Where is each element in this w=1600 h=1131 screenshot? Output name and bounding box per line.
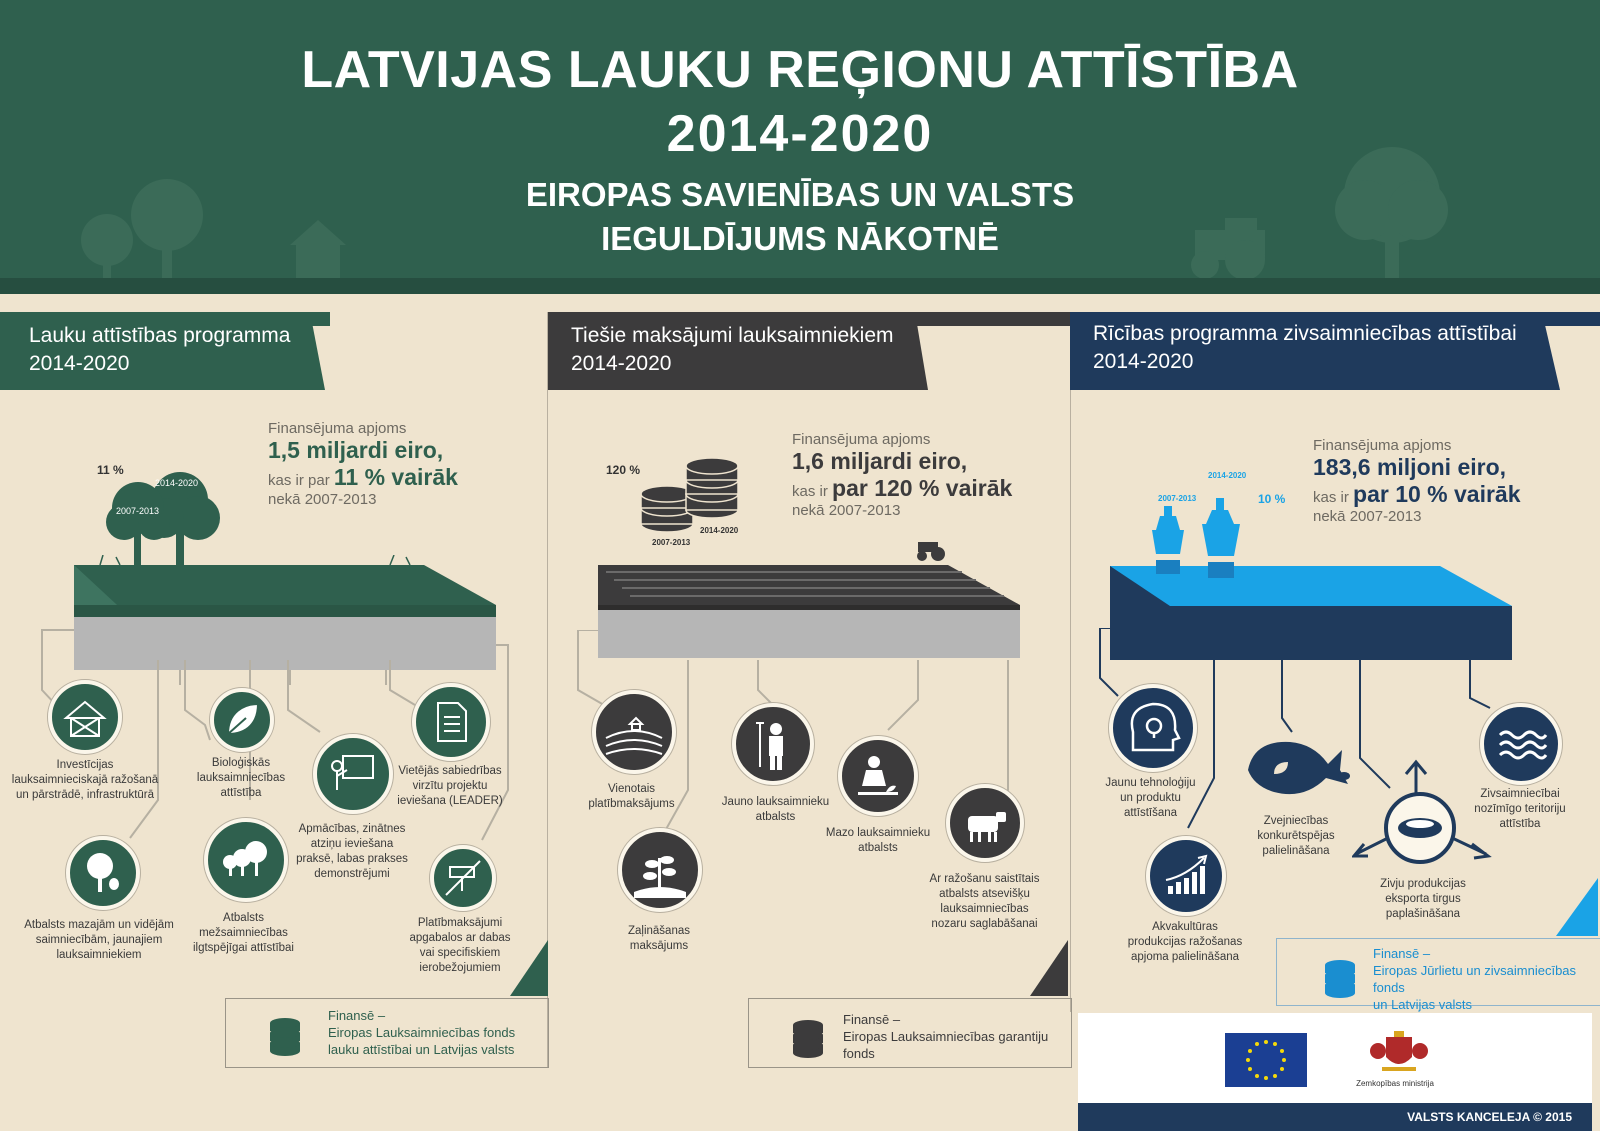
footer-credit-bar (1078, 1103, 1592, 1131)
banner-line2: 2014-2020 (1093, 350, 1194, 373)
small-farmer-icon (838, 736, 918, 816)
item-competitiveness-label: Zvejniecības konkurētspējas palielināšana (1257, 815, 1335, 857)
banner-line1: Tiešie maksājumi lauksaimniekiem (571, 324, 894, 347)
funding-compare: nekā 2007-2013 (268, 491, 377, 508)
finance-line1: Eiropas Lauksaimniecības fonds (328, 1025, 516, 1040)
percent-label: 11 % (97, 463, 124, 477)
item-export-label: Zivju produkcijas eksporta tirgus paplašināšana (1380, 878, 1466, 920)
funding-label: Finansējuma apjoms (792, 431, 931, 448)
idea-head-icon (1109, 684, 1197, 772)
eu-flag-icon (1225, 1033, 1307, 1087)
banner-line2: 2014-2020 (29, 352, 130, 375)
ship-label-new: 2014-2020 (1208, 471, 1247, 480)
coat-of-arms-icon (1364, 1027, 1434, 1077)
item-small-farms-label: Atbalsts mazajām un vidējām saimniecībām, jaunajiem lauksaimniekiem (24, 919, 174, 961)
funding-prefix: kas ir (792, 483, 828, 500)
percent-label: 10 % (1258, 492, 1286, 506)
banner-title (571, 322, 894, 378)
item-greening-label: Zaļināšanas maksājums (627, 925, 690, 952)
funding-block (268, 420, 458, 508)
logo-panel (1078, 1013, 1592, 1103)
header-strip (0, 278, 1600, 294)
banner-line1: Lauku attīstības programma (29, 324, 291, 347)
finance-line2: lauku attīstībai un Latvijas valsts (328, 1042, 515, 1057)
finance-title: Finansē – (1373, 946, 1431, 961)
funding-block (792, 431, 1012, 519)
finance-box (748, 998, 1072, 1068)
item-forestry-label: Atbalsts mežsaimniecības ilgtspējīgai attīstībai (192, 912, 294, 954)
funding-label: Finansējuma apjoms (1313, 437, 1452, 454)
leaf-icon (210, 688, 274, 752)
finance-title: Finansē – (843, 1012, 901, 1027)
corner-accent (1556, 878, 1600, 938)
finance-box (225, 998, 549, 1068)
growth-chart-icon (1146, 836, 1226, 916)
coins-icon (1315, 949, 1365, 999)
finance-line1: Eiropas Lauksaimniecības garantiju fonds (843, 1029, 1049, 1061)
finance-line1: Eiropas Jūrlietu un zivsaimniecības fonds (1373, 963, 1577, 995)
percent-label: 120 % (606, 463, 641, 477)
banner-line2: 2014-2020 (571, 352, 672, 375)
item-technology-label: Jaunu tehnoloģiju un produktu attīstīšana (1105, 777, 1196, 819)
fish-icon (1244, 730, 1354, 800)
funding-prefix: kas ir par (268, 472, 330, 489)
funding-amount: 1,5 miljardi eiro, (268, 437, 444, 463)
coins-label-old: 2007-2013 (652, 538, 691, 547)
item-area-payments-label: Platībmaksājumi apgabalos ar dabas vai specifiskiem ierobežojumiem (409, 917, 511, 974)
page-subtitle-line2: IEGULDĪJUMS NĀKOTNĒ (601, 220, 999, 257)
funding-amount: 183,6 miljoni eiro, (1313, 454, 1507, 480)
item-single-area-label: Vienotais platībmaksājums (588, 783, 675, 810)
ministry-label: Zemkopības ministrija (1356, 1079, 1434, 1088)
item-leader-label: Vietējās sabiedrības virzītu projektu ieviešana (LEADER) (397, 765, 503, 807)
item-territories-label: Zivsaimniecībai nozīmīgo teritoriju attīstība (1474, 788, 1566, 830)
item-small-farmers-label: Mazo lauksaimnieku atbalsts (825, 827, 931, 854)
export-can-icon (1352, 758, 1502, 878)
header (0, 0, 1600, 294)
item-training-label: Apmācības, zinātnes atziņu ieviešana praksē, labas prakses demonstrējumi (296, 823, 408, 880)
coins-icon (783, 1009, 833, 1059)
banner-line1: Rīcības programma zivsaimniecības attīstībai (1093, 322, 1517, 345)
farmland-icon (592, 690, 676, 774)
young-farmer-icon (732, 703, 814, 785)
tree-acorn-icon (66, 836, 140, 910)
item-aquaculture-label: Akvakultūras produkcijas ražošanas apjoma palielināšana (1127, 921, 1243, 963)
coins-label-new: 2014-2020 (700, 526, 739, 535)
funding-increase: par 120 % vairāk (832, 475, 1013, 501)
finance-title: Finansē – (328, 1008, 386, 1023)
finance-box (1276, 938, 1600, 1012)
teaching-board-icon (313, 734, 393, 814)
footer-credit: VALSTS KANCELEJA © 2015 (1407, 1110, 1572, 1124)
restricted-area-icon (430, 845, 496, 911)
coins-icon (260, 1007, 310, 1057)
forest-icon (204, 818, 288, 902)
funding-increase: 11 % vairāk (333, 464, 458, 490)
item-young-farmers-label: Jauno lauksaimnieku atbalsts (721, 796, 830, 823)
tree-label-new: 2014-2020 (155, 478, 199, 488)
item-organic-label: Bioloģiskās lauksaimniecības attīstība (196, 757, 286, 799)
item-coupled-support-label: Ar ražošanu saistītais atbalsts atsevišķu lauksaimniecības nozaru saglabāšanai (929, 873, 1040, 930)
page-title: LATVIJAS LAUKU REĢIONU ATTĪSTĪBA (301, 41, 1299, 99)
page-subtitle-line1: EIROPAS SAVIENĪBAS UN VALSTS (525, 176, 1075, 213)
document-icon (412, 683, 490, 761)
funding-amount: 1,6 miljardi eiro, (792, 448, 968, 474)
sprout-icon (618, 828, 702, 912)
funding-increase: par 10 % vairāk (1353, 481, 1521, 507)
corner-accent (1030, 940, 1070, 1000)
cow-icon (946, 784, 1024, 862)
funding-compare: nekā 2007-2013 (1313, 508, 1422, 525)
ship-label-old: 2007-2013 (1158, 494, 1197, 503)
barn-icon (48, 680, 122, 754)
finance-line2: un Latvijas valsts (1373, 997, 1472, 1012)
funding-prefix: kas ir (1313, 489, 1349, 506)
banner-title (1093, 320, 1517, 376)
corner-accent (510, 940, 550, 1000)
funding-compare: nekā 2007-2013 (792, 502, 901, 519)
tree-label-old: 2007-2013 (116, 506, 160, 516)
banner-title (29, 322, 290, 378)
funding-label: Finansējuma apjoms (268, 420, 407, 437)
item-investments-label: Investīcijas lauksaimnieciskajā ražošanā un pārstrādē, infrastruktūrā (11, 759, 159, 801)
page-title-years: 2014-2020 (666, 105, 934, 163)
